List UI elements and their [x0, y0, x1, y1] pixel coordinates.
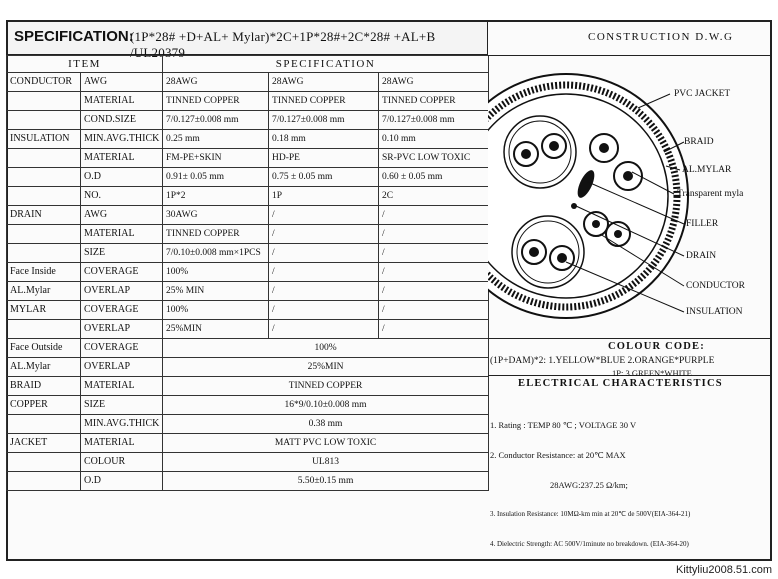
spec-header-value: (1P*28# +D+AL+ Mylar)*2C+1P*28#+2C*28# +AL+B /UL20379 — [130, 29, 436, 60]
row-group-label — [7, 244, 81, 263]
spec-row — [7, 168, 489, 187]
conductor-4b — [614, 230, 622, 238]
row-group-label: Face Inside — [7, 263, 81, 282]
row-item-label: MATERIAL — [81, 92, 163, 111]
row-spec-value: TINNED COPPER — [163, 377, 489, 396]
row-spec-value: 100% — [163, 339, 489, 358]
colour-code-section — [488, 338, 770, 376]
row-spec-value: / — [379, 301, 489, 320]
row-spec-value: 0.91± 0.05 mm — [163, 168, 269, 187]
row-spec-value: 0.10 mm — [379, 130, 489, 149]
row-item-label: OVERLAP — [81, 358, 163, 377]
spec-row — [7, 282, 489, 301]
row-item-label: SIZE — [81, 244, 163, 263]
row-spec-value: 5.50±0.15 mm — [163, 472, 489, 491]
row-spec-value: 100% — [163, 263, 269, 282]
row-spec-value: / — [379, 320, 489, 339]
spec-row — [7, 358, 489, 377]
row-spec-value: MATT PVC LOW TOXIC — [163, 434, 489, 453]
row-item-label: AWG — [81, 73, 163, 92]
watermark: Kittyliu2008.51.com — [676, 564, 772, 576]
row-spec-value: 25% MIN — [163, 282, 269, 301]
electrical-title: ELECTRICAL CHARACTERISTICS — [518, 378, 723, 389]
row-item-label: MATERIAL — [81, 434, 163, 453]
spec-row — [7, 130, 489, 149]
conductor-1a — [521, 149, 531, 159]
row-spec-value: TINNED COPPER — [163, 92, 269, 111]
row-spec-value: 7/0.127±0.008 mm — [269, 111, 379, 130]
label-pvc-jacket: PVC JACKET — [674, 89, 731, 99]
row-spec-value: FM-PE+SKIN — [163, 149, 269, 168]
row-group-label — [7, 92, 81, 111]
construction-drawing — [488, 56, 770, 338]
spec-row — [7, 225, 489, 244]
spec-row — [7, 415, 489, 434]
row-group-label — [7, 187, 81, 206]
colour-code-line-1: (1P+DAM)*2: 1.YELLOW*BLUE 2.ORANGE*PURPLE — [490, 356, 715, 366]
row-spec-value: 16*9/0.10±0.008 mm — [163, 396, 489, 415]
label-insulation: INSULATION — [686, 307, 743, 317]
row-spec-value: HD-PE — [269, 149, 379, 168]
spec-row — [7, 244, 489, 263]
row-spec-value: TINNED COPPER — [269, 92, 379, 111]
electrical-line-4: 3. Insulation Resistance: 10MΩ-km min at 20℃ de 500V(EIA-364-21) — [490, 510, 691, 518]
row-item-label: AWG — [81, 206, 163, 225]
specification-heading: SPECIFICATION — [163, 56, 489, 73]
electrical-line-1: 1. Rating : TEMP 80 ℃ ; VOLTAGE 30 V — [490, 420, 637, 430]
row-item-label: OVERLAP — [81, 282, 163, 301]
spec-row — [7, 320, 489, 339]
label-transparent-mylar: Transparent myla — [677, 189, 744, 199]
electrical-line-3: 28AWG:237.25 Ω/km; — [550, 480, 628, 490]
colour-code-title: COLOUR CODE: — [608, 341, 705, 352]
spec-row — [7, 396, 489, 415]
row-spec-value: 1P*2 — [163, 187, 269, 206]
spec-row — [7, 263, 489, 282]
spec-table-head — [7, 56, 489, 73]
row-item-label: MATERIAL — [81, 149, 163, 168]
row-spec-value: 25%MIN — [163, 320, 269, 339]
label-drain: DRAIN — [686, 251, 717, 261]
spec-table — [6, 55, 489, 491]
spec-row — [7, 149, 489, 168]
row-spec-value: / — [379, 225, 489, 244]
conductor-4a — [592, 220, 600, 228]
spec-row — [7, 434, 489, 453]
label-braid: BRAID — [684, 137, 714, 147]
row-spec-value: / — [269, 282, 379, 301]
item-heading: ITEM — [7, 56, 163, 73]
row-item-label: O.D — [81, 472, 163, 491]
construction-header — [488, 20, 770, 56]
row-group-label: AL.Mylar — [7, 282, 81, 301]
colour-code-line-2: 1P: 3.GREEN*WHITE — [612, 368, 692, 378]
row-item-label: COLOUR — [81, 453, 163, 472]
row-spec-value: 100% — [163, 301, 269, 320]
row-group-label — [7, 472, 81, 491]
row-group-label: Face Outside — [7, 339, 81, 358]
electrical-characteristics — [488, 376, 770, 561]
row-item-label: SIZE — [81, 396, 163, 415]
row-group-label: INSULATION — [7, 130, 81, 149]
row-item-label: COVERAGE — [81, 339, 163, 358]
row-spec-value: 7/0.127±0.008 mm — [379, 111, 489, 130]
conductor-1b — [549, 141, 559, 151]
row-item-label: COND.SIZE — [81, 111, 163, 130]
conductor-2b — [557, 253, 567, 263]
row-spec-value: / — [379, 263, 489, 282]
row-group-label: BRAID — [7, 377, 81, 396]
row-spec-value: / — [269, 225, 379, 244]
row-spec-value: / — [269, 263, 379, 282]
row-group-label — [7, 111, 81, 130]
spec-header-label: SPECIFICATION: — [14, 28, 134, 45]
row-spec-value: 25%MIN — [163, 358, 489, 377]
row-item-label: COVERAGE — [81, 301, 163, 320]
row-item-label: COVERAGE — [81, 263, 163, 282]
row-spec-value: 30AWG — [163, 206, 269, 225]
row-spec-value: TINNED COPPER — [379, 92, 489, 111]
row-spec-value: SR-PVC LOW TOXIC — [379, 149, 489, 168]
row-group-label: AL.Mylar — [7, 358, 81, 377]
row-spec-value: 0.38 mm — [163, 415, 489, 434]
row-group-label: COPPER — [7, 396, 81, 415]
spec-row — [7, 73, 489, 92]
spec-row — [7, 339, 489, 358]
row-spec-value: TINNED COPPER — [163, 225, 269, 244]
row-spec-value: / — [269, 244, 379, 263]
conductor-3b — [623, 171, 633, 181]
row-spec-value: 0.60 ± 0.05 mm — [379, 168, 489, 187]
row-group-label — [7, 415, 81, 434]
spec-row — [7, 472, 489, 491]
row-spec-value: 0.75 ± 0.05 mm — [269, 168, 379, 187]
row-item-label: O.D — [81, 168, 163, 187]
row-spec-value: 28AWG — [269, 73, 379, 92]
row-spec-value: UL813 — [163, 453, 489, 472]
row-spec-value: / — [269, 206, 379, 225]
label-conductor: CONDUCTOR — [686, 281, 745, 291]
electrical-line-5: 4. Dielectric Strength: AC 500V/1minute no breakdown. (EIA-364-20) — [490, 540, 689, 548]
row-spec-value: 28AWG — [163, 73, 269, 92]
row-spec-value: / — [379, 282, 489, 301]
spec-row — [7, 187, 489, 206]
row-group-label — [7, 149, 81, 168]
label-al-mylar: AL.MYLAR — [682, 165, 732, 175]
spec-row — [7, 453, 489, 472]
spec-row — [7, 206, 489, 225]
spec-header — [6, 20, 488, 60]
row-spec-value: 1P — [269, 187, 379, 206]
construction-title: CONSTRUCTION D.W.G — [588, 31, 734, 43]
spec-row — [7, 301, 489, 320]
spec-row — [7, 111, 489, 130]
row-spec-value: 7/0.10±0.008 mm×1PCS — [163, 244, 269, 263]
row-group-label — [7, 453, 81, 472]
cable-cross-section — [488, 56, 770, 338]
spec-row — [7, 377, 489, 396]
row-spec-value: / — [269, 320, 379, 339]
row-item-label: MATERIAL — [81, 225, 163, 244]
row-spec-value: / — [269, 301, 379, 320]
row-group-label: DRAIN — [7, 206, 81, 225]
row-group-label — [7, 320, 81, 339]
row-spec-value: 0.18 mm — [269, 130, 379, 149]
conductor-3a — [599, 143, 609, 153]
row-spec-value: 7/0.127±0.008 mm — [163, 111, 269, 130]
label-filler: FILLER — [686, 219, 719, 229]
row-group-label: MYLAR — [7, 301, 81, 320]
row-item-label: OVERLAP — [81, 320, 163, 339]
row-item-label: NO. — [81, 187, 163, 206]
row-spec-value: / — [379, 206, 489, 225]
row-group-label — [7, 168, 81, 187]
row-item-label: MATERIAL — [81, 377, 163, 396]
row-spec-value: 2C — [379, 187, 489, 206]
row-group-label: CONDUCTOR — [7, 73, 81, 92]
row-spec-value: 0.25 mm — [163, 130, 269, 149]
jacket-outer-ring — [488, 74, 688, 318]
row-item-label: MIN.AVG.THICK — [81, 415, 163, 434]
spec-row — [7, 92, 489, 111]
row-item-label: MIN.AVG.THICK — [81, 130, 163, 149]
spec-table-body — [7, 56, 489, 491]
row-group-label — [7, 225, 81, 244]
row-spec-value: 28AWG — [379, 73, 489, 92]
row-spec-value: / — [379, 244, 489, 263]
row-group-label: JACKET — [7, 434, 81, 453]
conductor-2a — [529, 247, 539, 257]
electrical-line-2: 2. Conductor Resistance: at 20℃ MAX — [490, 450, 626, 460]
